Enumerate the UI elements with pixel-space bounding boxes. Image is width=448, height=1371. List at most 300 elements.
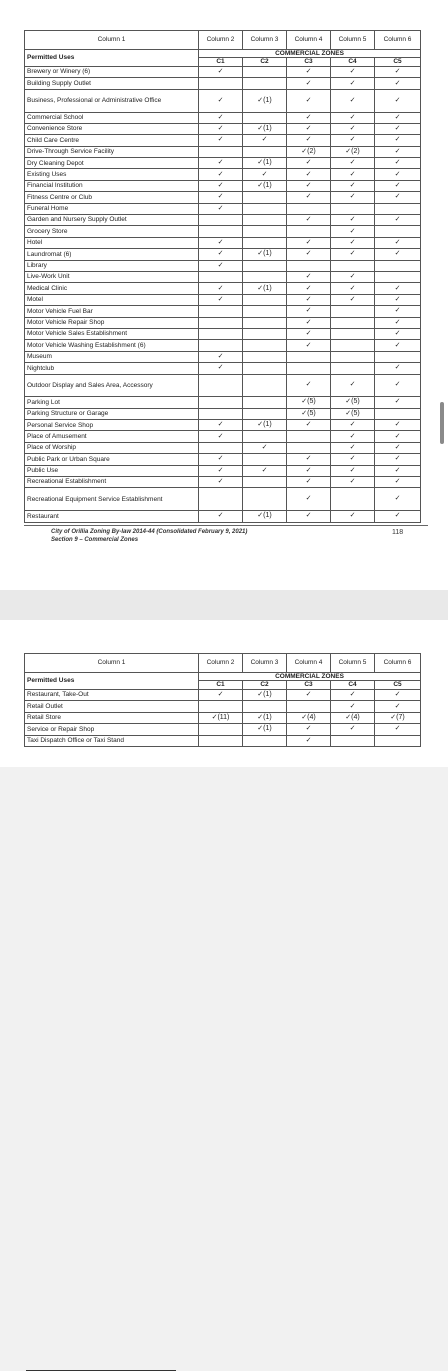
permission-mark-c5: ✓ [375,701,421,712]
permission-mark-c5: ✓ [375,328,421,339]
zones-header-row [25,50,421,58]
permission-mark-c2 [243,477,287,488]
permission-mark-c3: ✓ [287,306,331,317]
permitted-use-name: Existing Uses [25,169,199,180]
permission-mark-c2 [243,363,287,374]
permission-mark-c2 [243,112,287,123]
permitted-use-name: Parking Lot [25,397,199,408]
permission-mark-c1 [199,215,243,226]
table-row [25,735,421,746]
permitted-use-name: Motor Vehicle Sales Establishment [25,328,199,339]
permission-mark-c2 [243,431,287,442]
permission-mark-c4: ✓ [331,180,375,191]
permission-mark-c4: ✓ [331,689,375,700]
permission-mark-c3 [287,363,331,374]
permission-mark-c5: ✓ [375,511,421,522]
permission-mark-c2 [243,397,287,408]
permission-mark-c4 [331,340,375,351]
permission-mark-c2 [243,294,287,305]
permission-mark-c4: ✓ [331,89,375,112]
table-row [25,169,421,180]
permission-mark-c2: ✓(1) [243,180,287,191]
permission-mark-c4: ✓(5) [331,408,375,419]
permission-mark-c4 [331,317,375,328]
table-row [25,488,421,511]
permission-mark-c4: ✓ [331,112,375,123]
table-row [25,192,421,203]
permission-mark-c1 [199,724,243,735]
permission-mark-c1: ✓ [199,420,243,431]
permission-mark-c1: ✓ [199,112,243,123]
permission-mark-c3: ✓ [287,328,331,339]
permitted-use-name: Fitness Centre or Club [25,192,199,203]
permission-mark-c5: ✓ [375,89,421,112]
permission-mark-c4 [331,351,375,362]
permission-mark-c4: ✓ [331,249,375,260]
permitted-use-name: Personal Service Shop [25,420,199,431]
permission-mark-c2: ✓(1) [243,249,287,260]
permission-mark-c2 [243,351,287,362]
permission-mark-c2 [243,735,287,746]
table-row [25,215,421,226]
permitted-use-name: Place of Amusement [25,431,199,442]
permission-mark-c1: ✓(11) [199,712,243,723]
permission-mark-c3: ✓ [287,294,331,305]
permission-mark-c1: ✓ [199,169,243,180]
permission-mark-c5: ✓ [375,237,421,248]
permitted-use-name: Retail Outlet [25,701,199,712]
column-2-header: Column 2 [199,654,243,673]
table-row [25,306,421,317]
permitted-use-name: Hotel [25,237,199,248]
permission-mark-c4: ✓ [331,420,375,431]
permission-mark-c5 [375,260,421,271]
permitted-use-name: Financial Institution [25,180,199,191]
permission-mark-c4: ✓ [331,135,375,146]
column-6-header: Column 6 [375,31,421,50]
permission-mark-c4: ✓ [331,477,375,488]
permission-mark-c1 [199,78,243,89]
table-row [25,363,421,374]
table-row [25,203,421,214]
column-4-header: Column 4 [287,31,331,50]
permission-mark-c2 [243,226,287,237]
permission-mark-c1: ✓ [199,180,243,191]
permission-mark-c2: ✓ [243,169,287,180]
commercial-zones-header: COMMERCIAL ZONES [199,673,421,681]
table-row [25,408,421,419]
permitted-uses-header: Permitted Uses [25,673,199,690]
permission-mark-c3: ✓ [287,112,331,123]
permission-mark-c4: ✓ [331,66,375,77]
permitted-use-name: Grocery Store [25,226,199,237]
permission-mark-c3: ✓ [287,271,331,282]
permission-mark-c2: ✓(1) [243,420,287,431]
column-6-header: Column 6 [375,654,421,673]
table-row [25,135,421,146]
permitted-use-name: Drive-Through Service Facility [25,146,199,157]
permission-mark-c5: ✓ [375,340,421,351]
permission-mark-c3: ✓ [287,123,331,134]
zone-code-c3: C3 [287,681,331,689]
table-row [25,477,421,488]
permission-mark-c4: ✓ [331,283,375,294]
permission-mark-c2: ✓(1) [243,511,287,522]
permitted-use-name: Business, Professional or Administrative Office [25,89,199,112]
permission-mark-c4 [331,488,375,511]
permission-mark-c1 [199,226,243,237]
column-5-header: Column 5 [331,654,375,673]
permission-mark-c1 [199,374,243,397]
zone-code-c3: C3 [287,58,331,66]
permission-mark-c4: ✓ [331,271,375,282]
permission-mark-c1: ✓ [199,689,243,700]
permission-mark-c2 [243,78,287,89]
zone-code-c5: C5 [375,58,421,66]
permission-mark-c5: ✓ [375,397,421,408]
permission-mark-c3: ✓ [287,283,331,294]
permitted-use-name: Recreational Equipment Service Establishment [25,488,199,511]
permission-mark-c4: ✓ [331,123,375,134]
permission-mark-c5 [375,408,421,419]
permission-mark-c4: ✓ [331,431,375,442]
permission-mark-c3: ✓ [287,420,331,431]
permission-mark-c3: ✓ [287,340,331,351]
permission-mark-c1: ✓ [199,283,243,294]
zoning-table-continued [24,653,421,747]
permitted-use-name: Brewery or Winery (6) [25,66,199,77]
permission-mark-c3 [287,351,331,362]
permission-mark-c1 [199,408,243,419]
permission-mark-c2: ✓(1) [243,712,287,723]
permission-mark-c5 [375,351,421,362]
permitted-use-name: Library [25,260,199,271]
zoning-table [24,30,421,523]
permission-mark-c4: ✓ [331,215,375,226]
permission-mark-c3 [287,260,331,271]
permission-mark-c5: ✓ [375,294,421,305]
table-row [25,712,421,723]
permission-mark-c1: ✓ [199,260,243,271]
permission-mark-c3: ✓ [287,237,331,248]
permission-mark-c1: ✓ [199,363,243,374]
permission-mark-c2: ✓(1) [243,689,287,700]
permission-mark-c1: ✓ [199,294,243,305]
permission-mark-c3: ✓ [287,477,331,488]
permission-mark-c4: ✓ [331,192,375,203]
column-2-header: Column 2 [199,31,243,50]
permitted-use-name: Motor Vehicle Fuel Bar [25,306,199,317]
permission-mark-c2 [243,454,287,465]
permission-mark-c5: ✓ [375,180,421,191]
permission-mark-c1: ✓ [199,135,243,146]
permitted-use-name: Commercial School [25,112,199,123]
permission-mark-c4: ✓ [331,511,375,522]
permission-mark-c3: ✓ [287,689,331,700]
permission-mark-c5: ✓ [375,169,421,180]
permitted-use-name: Taxi Dispatch Office or Taxi Stand [25,735,199,746]
permission-mark-c1: ✓ [199,477,243,488]
permission-mark-c1: ✓ [199,431,243,442]
table-row [25,78,421,89]
permission-mark-c2: ✓ [243,442,287,453]
permission-mark-c1: ✓ [199,351,243,362]
permission-mark-c5: ✓ [375,488,421,511]
column-5-header: Column 5 [331,31,375,50]
permission-mark-c5: ✓ [375,363,421,374]
permission-mark-c1: ✓ [199,454,243,465]
zone-code-c2: C2 [243,681,287,689]
permission-mark-c5: ✓ [375,454,421,465]
permission-mark-c5: ✓ [375,724,421,735]
permission-mark-c4: ✓ [331,78,375,89]
permission-mark-c4: ✓ [331,465,375,476]
permission-mark-c5 [375,203,421,214]
permission-mark-c1 [199,442,243,453]
table-row [25,328,421,339]
permission-mark-c2 [243,203,287,214]
permission-mark-c5: ✓ [375,442,421,453]
commercial-zones-header: COMMERCIAL ZONES [199,50,421,58]
permitted-use-name: Service or Repair Shop [25,724,199,735]
permission-mark-c1: ✓ [199,237,243,248]
permission-mark-c1: ✓ [199,203,243,214]
permission-mark-c5: ✓ [375,123,421,134]
permission-mark-c2 [243,146,287,157]
permitted-use-name: Laundromat (6) [25,249,199,260]
permission-mark-c3: ✓ [287,66,331,77]
permission-mark-c3: ✓ [287,465,331,476]
table-row [25,89,421,112]
permission-mark-c5: ✓ [375,135,421,146]
permission-mark-c1: ✓ [199,158,243,169]
permission-mark-c1 [199,317,243,328]
table-row [25,294,421,305]
permission-mark-c5: ✓ [375,78,421,89]
permission-mark-c3 [287,226,331,237]
table-row [25,724,421,735]
table-row [25,226,421,237]
permission-mark-c1 [199,701,243,712]
table-row [25,317,421,328]
table-row [25,66,421,77]
permission-mark-c5: ✓ [375,465,421,476]
permission-mark-c4: ✓ [331,158,375,169]
permission-mark-c1 [199,488,243,511]
permission-mark-c5: ✓ [375,249,421,260]
permission-mark-c5: ✓ [375,192,421,203]
zone-code-c4: C4 [331,681,375,689]
zone-code-c1: C1 [199,58,243,66]
permission-mark-c2 [243,215,287,226]
permitted-use-name: Restaurant, Take-Out [25,689,199,700]
permission-mark-c5: ✓ [375,112,421,123]
permitted-use-name: Dry Cleaning Depot [25,158,199,169]
permission-mark-c1 [199,340,243,351]
permission-mark-c1: ✓ [199,89,243,112]
table-row [25,123,421,134]
permission-mark-c1 [199,735,243,746]
permission-mark-c3: ✓ [287,192,331,203]
permission-mark-c4: ✓ [331,701,375,712]
column-1-header: Column 1 [25,31,199,50]
permission-mark-c3: ✓ [287,78,331,89]
permission-mark-c5: ✓ [375,158,421,169]
zone-code-c2: C2 [243,58,287,66]
permission-mark-c2 [243,408,287,419]
table-body [25,689,421,746]
page-number: 118 [392,529,404,536]
table-row [25,431,421,442]
permission-mark-c4: ✓ [331,226,375,237]
permission-mark-c5: ✓ [375,66,421,77]
permission-mark-c5: ✓ [375,420,421,431]
permission-mark-c3: ✓ [287,215,331,226]
permission-mark-c4 [331,735,375,746]
permitted-use-name: Outdoor Display and Sales Area, Accessory [25,374,199,397]
permission-mark-c3: ✓ [287,374,331,397]
footer-section-title: Section 9 – Commercial Zones [51,536,139,543]
table-row [25,283,421,294]
footer-rule [24,525,428,526]
permission-mark-c5: ✓ [375,431,421,442]
permission-mark-c1 [199,328,243,339]
permission-mark-c4: ✓ [331,454,375,465]
column-header-row [25,31,421,50]
table-row [25,112,421,123]
permission-mark-c3: ✓(5) [287,397,331,408]
permission-mark-c2 [243,488,287,511]
permitted-use-name: Building Supply Outlet [25,78,199,89]
permission-mark-c5: ✓ [375,317,421,328]
permission-mark-c2 [243,328,287,339]
permission-mark-c2 [243,701,287,712]
permission-mark-c5: ✓ [375,477,421,488]
table-row [25,442,421,453]
permission-mark-c2: ✓(1) [243,158,287,169]
column-header-row [25,654,421,673]
permission-mark-c5 [375,271,421,282]
permission-mark-c1: ✓ [199,249,243,260]
permission-mark-c5: ✓ [375,374,421,397]
permission-mark-c5: ✓ [375,283,421,294]
permission-mark-c5: ✓(7) [375,712,421,723]
permission-mark-c4: ✓ [331,374,375,397]
permission-mark-c2 [243,340,287,351]
column-4-header: Column 4 [287,654,331,673]
table-row [25,701,421,712]
page-gap [0,590,448,620]
permission-mark-c2 [243,306,287,317]
permission-mark-c3 [287,203,331,214]
permission-mark-c4 [331,363,375,374]
permission-mark-c5: ✓ [375,689,421,700]
permission-mark-c3: ✓(2) [287,146,331,157]
table-row [25,158,421,169]
permission-mark-c3 [287,442,331,453]
table-body [25,66,421,522]
permission-mark-c3: ✓ [287,89,331,112]
permitted-use-name: Funeral Home [25,203,199,214]
permission-mark-c1: ✓ [199,465,243,476]
table-row [25,340,421,351]
permission-mark-c1 [199,271,243,282]
permission-mark-c3: ✓ [287,158,331,169]
permitted-use-name: Nightclub [25,363,199,374]
permission-mark-c3 [287,431,331,442]
table-row [25,351,421,362]
permitted-uses-header: Permitted Uses [25,50,199,67]
permission-mark-c3: ✓ [287,169,331,180]
table-row [25,271,421,282]
table-row [25,374,421,397]
permission-mark-c2: ✓(1) [243,283,287,294]
table-row [25,249,421,260]
permitted-use-name: Restaurant [25,511,199,522]
permission-mark-c4: ✓(2) [331,146,375,157]
permitted-use-name: Retail Store [25,712,199,723]
table-row [25,260,421,271]
permission-mark-c1: ✓ [199,123,243,134]
permitted-use-name: Motor Vehicle Repair Shop [25,317,199,328]
column-3-header: Column 3 [243,31,287,50]
document-page-2 [0,620,448,767]
permission-mark-c5: ✓ [375,306,421,317]
document-page-1 [0,0,448,590]
permission-mark-c3: ✓(4) [287,712,331,723]
table-row [25,237,421,248]
permission-mark-c4: ✓ [331,237,375,248]
table-row [25,180,421,191]
table-row [25,511,421,522]
zone-code-c5: C5 [375,681,421,689]
page-footer [51,529,247,545]
table-row [25,397,421,408]
table-row [25,454,421,465]
zone-code-c4: C4 [331,58,375,66]
permission-mark-c2: ✓ [243,135,287,146]
permission-mark-c3: ✓ [287,317,331,328]
permission-mark-c3: ✓ [287,454,331,465]
table-row [25,465,421,476]
permitted-use-name: Recreational Establishment [25,477,199,488]
permission-mark-c4 [331,260,375,271]
permission-mark-c2 [243,192,287,203]
permission-mark-c1 [199,306,243,317]
permission-mark-c4: ✓(4) [331,712,375,723]
permission-mark-c5 [375,735,421,746]
permitted-use-name: Parking Structure or Garage [25,408,199,419]
permission-mark-c2 [243,271,287,282]
permitted-use-name: Convenience Store [25,123,199,134]
permission-mark-c4 [331,306,375,317]
permission-mark-c3: ✓ [287,135,331,146]
permission-mark-c2 [243,317,287,328]
permission-mark-c1: ✓ [199,511,243,522]
table-row [25,420,421,431]
permitted-use-name: Public Park or Urban Square [25,454,199,465]
permission-mark-c4: ✓(5) [331,397,375,408]
scrollbar-thumb[interactable] [440,402,444,444]
permission-mark-c4 [331,203,375,214]
permission-mark-c2: ✓ [243,465,287,476]
permission-mark-c1 [199,397,243,408]
permission-mark-c2 [243,260,287,271]
column-1-header: Column 1 [25,654,199,673]
permission-mark-c2 [243,374,287,397]
permitted-use-name: Medical Clinic [25,283,199,294]
permission-mark-c3: ✓ [287,511,331,522]
